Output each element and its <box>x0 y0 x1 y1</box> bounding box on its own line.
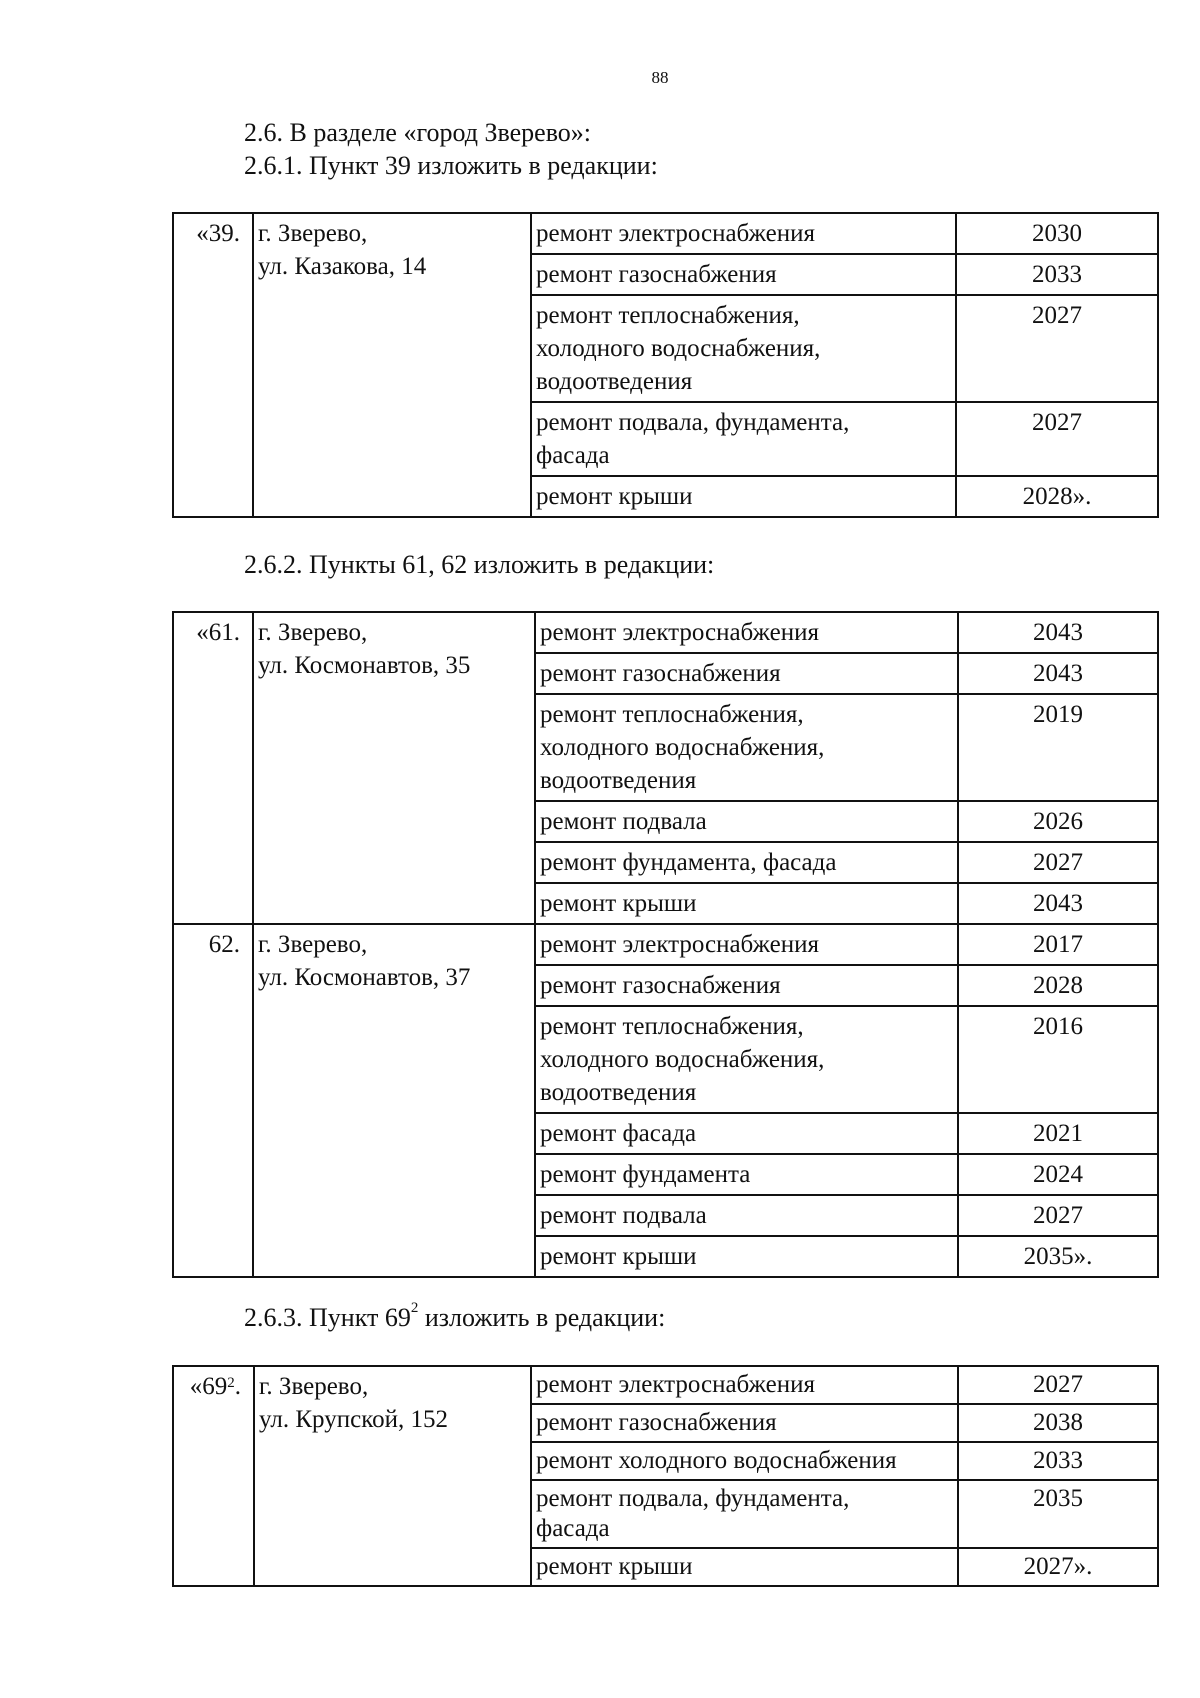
year-cell: 2021 <box>958 1113 1158 1154</box>
table-row <box>173 924 1158 965</box>
address-street: ул. Крупской, 152 <box>259 1406 448 1433</box>
year-cell: 2028». <box>956 476 1158 517</box>
year-cell: 2027». <box>958 1548 1158 1586</box>
address-city: г. Зверево, <box>259 1373 369 1400</box>
work-type: ремонт крыши <box>535 883 958 924</box>
item-69-2-heading: 2.6.3. Пункт $69^2$ изложить в редакции: <box>244 1300 666 1332</box>
work-type: ремонт подвала, фундамента, фасада <box>531 1480 958 1548</box>
table-row <box>173 612 1158 653</box>
year-cell: 2033 <box>958 1442 1158 1480</box>
item-number: «$69^2$. <box>173 1366 254 1586</box>
table-items-61-62 <box>172 611 1159 1278</box>
table-row <box>173 1366 1158 1404</box>
year-cell: 2019 <box>958 694 1158 801</box>
item-number: 62. <box>173 924 253 1277</box>
items-61-62-heading: 2.6.2. Пункты 61, 62 изложить в редакции: <box>244 550 715 579</box>
year-cell: 2043 <box>958 612 1158 653</box>
work-type: ремонт холодного водоснабжения <box>531 1442 958 1480</box>
year-cell: 2035 <box>958 1480 1158 1548</box>
work-type: ремонт газоснабжения <box>531 1404 958 1442</box>
work-type: ремонт подвала <box>535 1195 958 1236</box>
address-cell <box>253 924 535 1277</box>
year-cell: 2028 <box>958 965 1158 1006</box>
work-type: ремонт крыши <box>531 1548 958 1586</box>
year-cell: 2043 <box>958 653 1158 694</box>
address-street: ул. Космонавтов, 35 <box>258 652 471 679</box>
work-type: ремонт газоснабжения <box>531 254 956 295</box>
year-cell: 2027 <box>958 1195 1158 1236</box>
year-cell: 2016 <box>958 1006 1158 1113</box>
work-type: ремонт теплоснабжения, холодного водоснабжения, водоотведения <box>531 295 956 402</box>
section-heading: 2.6. В разделе «город Зверево»: <box>244 118 592 147</box>
year-cell: 2024 <box>958 1154 1158 1195</box>
address-cell <box>253 612 535 924</box>
work-type: ремонт крыши <box>535 1236 958 1277</box>
year-cell: 2027 <box>958 842 1158 883</box>
year-cell: 2027 <box>956 295 1158 402</box>
work-type: ремонт подвала <box>535 801 958 842</box>
address-street: ул. Космонавтов, 37 <box>258 964 471 991</box>
year-cell: 2043 <box>958 883 1158 924</box>
page-number: 88 <box>651 68 669 87</box>
year-cell: 2038 <box>958 1404 1158 1442</box>
item-number: «61. <box>173 612 253 924</box>
year-cell: 2030 <box>956 213 1158 254</box>
work-type: ремонт фасада <box>535 1113 958 1154</box>
item-number: «39. <box>173 213 253 517</box>
work-type: ремонт фундамента, фасада <box>535 842 958 883</box>
work-type: ремонт теплоснабжения, холодного водоснабжения, водоотведения <box>535 694 958 801</box>
year-cell: 2017 <box>958 924 1158 965</box>
work-type: ремонт газоснабжения <box>535 965 958 1006</box>
year-cell: 2027 <box>956 402 1158 476</box>
work-type: ремонт подвала, фундамента, фасада <box>531 402 956 476</box>
table-item-69-2 <box>172 1365 1159 1587</box>
year-cell: 2026 <box>958 801 1158 842</box>
year-cell: 2033 <box>956 254 1158 295</box>
address-cell <box>253 213 531 517</box>
year-cell: 2035». <box>958 1236 1158 1277</box>
work-type: ремонт электроснабжения <box>531 1366 958 1404</box>
work-type: ремонт электроснабжения <box>535 924 958 965</box>
address-cell <box>254 1366 531 1586</box>
table-item-39 <box>172 212 1159 518</box>
address-city: г. Зверево, <box>258 220 368 247</box>
table-row <box>173 213 1158 254</box>
year-cell: 2027 <box>958 1366 1158 1404</box>
address-city: г. Зверево, <box>258 931 368 958</box>
work-type: ремонт крыши <box>531 476 956 517</box>
address-street: ул. Казакова, 14 <box>258 253 427 280</box>
address-city: г. Зверево, <box>258 619 368 646</box>
work-type: ремонт электроснабжения <box>535 612 958 653</box>
work-type: ремонт электроснабжения <box>531 213 956 254</box>
work-type: ремонт газоснабжения <box>535 653 958 694</box>
item-39-heading: 2.6.1. Пункт 39 изложить в редакции: <box>244 151 658 180</box>
work-type: ремонт фундамента <box>535 1154 958 1195</box>
work-type: ремонт теплоснабжения, холодного водоснабжения, водоотведения <box>535 1006 958 1113</box>
